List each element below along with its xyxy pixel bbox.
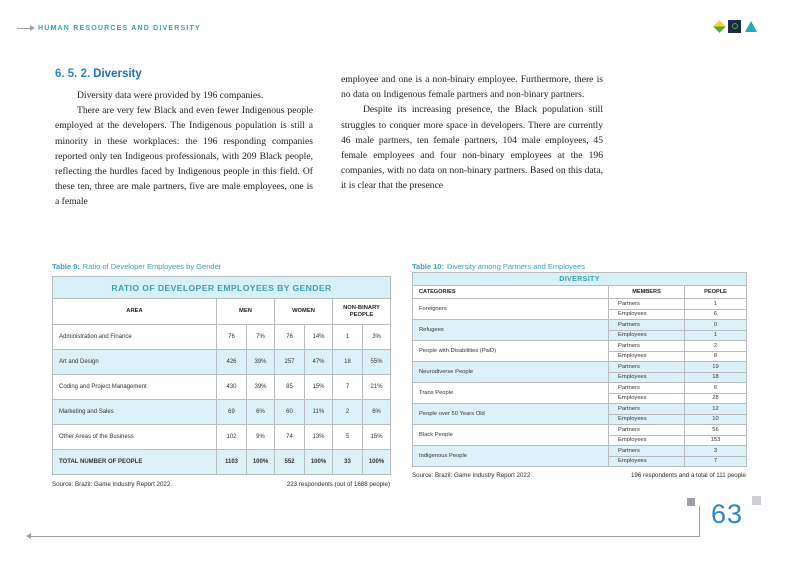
table-row xyxy=(53,350,391,375)
category-cell: Black People xyxy=(413,425,609,446)
logo xyxy=(715,19,757,33)
people-cell: 28 xyxy=(685,393,747,404)
total-value-cell: 33 xyxy=(333,450,363,475)
caption-label: Table 9: xyxy=(52,262,80,271)
breadcrumb: HUMAN RESOURCES AND DIVERSITY xyxy=(38,25,201,32)
category-cell: Foreigners xyxy=(413,299,609,320)
total-row xyxy=(53,450,391,475)
member-cell: Partners xyxy=(609,425,685,436)
value-cell: 18 xyxy=(333,350,363,375)
value-cell: 6% xyxy=(363,400,391,425)
value-cell: 2 xyxy=(333,400,363,425)
total-label-cell: TOTAL NUMBER OF PEOPLE xyxy=(53,450,217,475)
people-cell: 56 xyxy=(685,425,747,436)
value-cell: 11% xyxy=(305,400,333,425)
member-cell: Partners xyxy=(609,341,685,352)
people-cell: 19 xyxy=(685,362,747,373)
table-row xyxy=(413,299,747,310)
diamond-icon xyxy=(713,20,726,33)
area-cell: Administration and Finance xyxy=(53,325,217,350)
total-value-cell: 100% xyxy=(363,450,391,475)
total-value-cell: 100% xyxy=(305,450,333,475)
member-cell: Partners xyxy=(609,320,685,331)
circle-badge-icon xyxy=(728,20,741,33)
category-cell: People with Disabilities (PwD) xyxy=(413,341,609,362)
value-cell: 1 xyxy=(333,325,363,350)
table-title-row xyxy=(53,277,391,299)
category-cell: Indigenous People xyxy=(413,446,609,467)
member-cell: Partners xyxy=(609,383,685,394)
value-cell: 74 xyxy=(275,425,305,450)
value-cell: 47% xyxy=(305,350,333,375)
column-header-row xyxy=(53,299,391,325)
caption-label: Table 10: xyxy=(412,262,444,271)
category-cell: Refugees xyxy=(413,320,609,341)
column-header-row xyxy=(413,286,747,299)
table-row xyxy=(413,425,747,436)
people-cell: 1 xyxy=(685,330,747,341)
member-cell: Employees xyxy=(609,351,685,362)
text-column-left xyxy=(55,88,313,210)
value-cell: 60 xyxy=(275,400,305,425)
people-cell: 10 xyxy=(685,414,747,425)
gender-ratio-table xyxy=(52,276,391,475)
table-row xyxy=(53,400,391,425)
value-cell: 5 xyxy=(333,425,363,450)
col-header-non-binary: NON-BINARY PEOPLE xyxy=(333,299,391,325)
respondents-note: 196 respondents and a total of 111 people xyxy=(630,472,746,479)
table10-body xyxy=(413,299,747,467)
member-cell: Partners xyxy=(609,299,685,310)
table-row xyxy=(413,383,747,394)
value-cell: 9% xyxy=(247,425,275,450)
member-cell: Partners xyxy=(609,404,685,415)
people-cell: 6 xyxy=(685,383,747,394)
table-title: RATIO OF DEVELOPER EMPLOYEES BY GENDER xyxy=(53,277,391,299)
paragraph: Despite its increasing presence, the Black population still struggles to conquer more space in developers. There are currently 46 male partners, ten female partners, 104 male employees, 45 female employees and four non-binary employees at the 196 companies, with no data on non-binary partners. Based on this data, it is clear that the presence xyxy=(341,104,603,192)
text-column-right xyxy=(341,72,603,194)
paragraph: Diversity data were provided by 196 companies. xyxy=(77,90,264,101)
col-header-members: MEMBERS xyxy=(609,286,685,299)
value-cell: 7 xyxy=(333,375,363,400)
caption-text: Ratio of Developer Employees by Gender xyxy=(82,262,222,271)
value-cell: 14% xyxy=(305,325,333,350)
section-number: 6. 5. 2. xyxy=(55,68,91,80)
member-cell: Employees xyxy=(609,372,685,383)
source-text: Source: Brazil: Game Industry Report 2022 xyxy=(52,481,171,488)
respondents-note: 223 respondents (out of 1688 people) xyxy=(286,481,390,488)
value-cell: 85 xyxy=(275,375,305,400)
member-cell: Employees xyxy=(609,435,685,446)
value-cell: 7% xyxy=(247,325,275,350)
value-cell: 76 xyxy=(275,325,305,350)
member-cell: Employees xyxy=(609,414,685,425)
table-row xyxy=(413,341,747,352)
page-number: 63 xyxy=(711,499,744,529)
section-heading xyxy=(55,68,142,80)
people-cell: 153 xyxy=(685,435,747,446)
table-row xyxy=(53,325,391,350)
area-cell: Marketing and Sales xyxy=(53,400,217,425)
caption-text: Diversity among Partners and Employees xyxy=(446,262,585,271)
people-cell: 1 xyxy=(685,299,747,310)
col-header-men: MEN xyxy=(217,299,275,325)
people-cell: 7 xyxy=(685,456,747,467)
footer-rule xyxy=(31,536,700,537)
value-cell: 13% xyxy=(305,425,333,450)
table-row xyxy=(413,362,747,373)
value-cell: 6% xyxy=(247,400,275,425)
people-cell: 2 xyxy=(685,341,747,352)
people-cell: 6 xyxy=(685,309,747,320)
member-cell: Partners xyxy=(609,362,685,373)
area-cell: Other Areas of the Business xyxy=(53,425,217,450)
member-cell: Employees xyxy=(609,309,685,320)
value-cell: 21% xyxy=(363,375,391,400)
page-header xyxy=(17,25,201,32)
value-cell: 15% xyxy=(305,375,333,400)
value-cell: 39% xyxy=(247,375,275,400)
value-cell: 39% xyxy=(247,350,275,375)
area-cell: Art and Design xyxy=(53,350,217,375)
value-cell: 102 xyxy=(217,425,247,450)
total-value-cell: 100% xyxy=(247,450,275,475)
value-cell: 3% xyxy=(363,325,391,350)
member-cell: Employees xyxy=(609,330,685,341)
member-cell: Partners xyxy=(609,446,685,457)
member-cell: Employees xyxy=(609,456,685,467)
table-row xyxy=(413,320,747,331)
total-value-cell: 1103 xyxy=(217,450,247,475)
table10-caption xyxy=(412,262,585,271)
paragraph: There are very few Black and even fewer Indigenous people employed at the developers. The Indigenous population is still a minority in these workplaces: the 196 responding companies reported only ten Indigeous professionals, with 209 Black people, reflecting the hurdles faced by Indigenous people in this field. Of these ten, three are male partners, five are male employees, one is a female xyxy=(55,105,313,208)
people-cell: 3 xyxy=(685,446,747,457)
footer-square-light xyxy=(752,496,761,505)
value-cell: 430 xyxy=(217,375,247,400)
category-cell: Neurodiverse People xyxy=(413,362,609,383)
people-cell: 0 xyxy=(685,320,747,331)
forward-arrow-icon xyxy=(17,28,30,29)
member-cell: Employees xyxy=(609,393,685,404)
table-row xyxy=(53,375,391,400)
category-cell: Trans People xyxy=(413,383,609,404)
col-header-area: AREA xyxy=(53,299,217,325)
diversity-table xyxy=(412,272,747,467)
value-cell: 426 xyxy=(217,350,247,375)
back-arrow-icon xyxy=(26,533,31,539)
people-cell: 18 xyxy=(685,372,747,383)
section-title: Diversity xyxy=(93,68,142,80)
footer-vertical-rule xyxy=(699,506,700,537)
paragraph: employee and one is a non-binary employee. Furthermore, there is no data on Indigenous female partners and non-binary partners. xyxy=(341,74,603,101)
table-title-row xyxy=(413,273,747,286)
col-header-people: PEOPLE xyxy=(685,286,747,299)
source-text: Source: Brazil: Game Industry Report 2022 xyxy=(412,472,531,479)
triangle-icon xyxy=(745,21,757,32)
table-row xyxy=(53,425,391,450)
value-cell: 257 xyxy=(275,350,305,375)
table10-source-row xyxy=(412,472,746,479)
total-value-cell: 552 xyxy=(275,450,305,475)
value-cell: 55% xyxy=(363,350,391,375)
table-row xyxy=(413,446,747,457)
table9-source-row xyxy=(52,481,390,488)
circle-icon xyxy=(732,23,738,29)
area-cell: Coding and Project Management xyxy=(53,375,217,400)
table-title: DIVERSITY xyxy=(413,273,747,286)
value-cell: 15% xyxy=(363,425,391,450)
col-header-categories: CATEGORIES xyxy=(413,286,609,299)
col-header-women: WOMEN xyxy=(275,299,333,325)
table9-caption xyxy=(52,262,221,271)
category-cell: People over 50 Years Old xyxy=(413,404,609,425)
value-cell: 76 xyxy=(217,325,247,350)
people-cell: 8 xyxy=(685,351,747,362)
table9-body xyxy=(53,325,391,475)
people-cell: 12 xyxy=(685,404,747,415)
table-row xyxy=(413,404,747,415)
value-cell: 69 xyxy=(217,400,247,425)
footer-square-dark xyxy=(687,498,695,506)
